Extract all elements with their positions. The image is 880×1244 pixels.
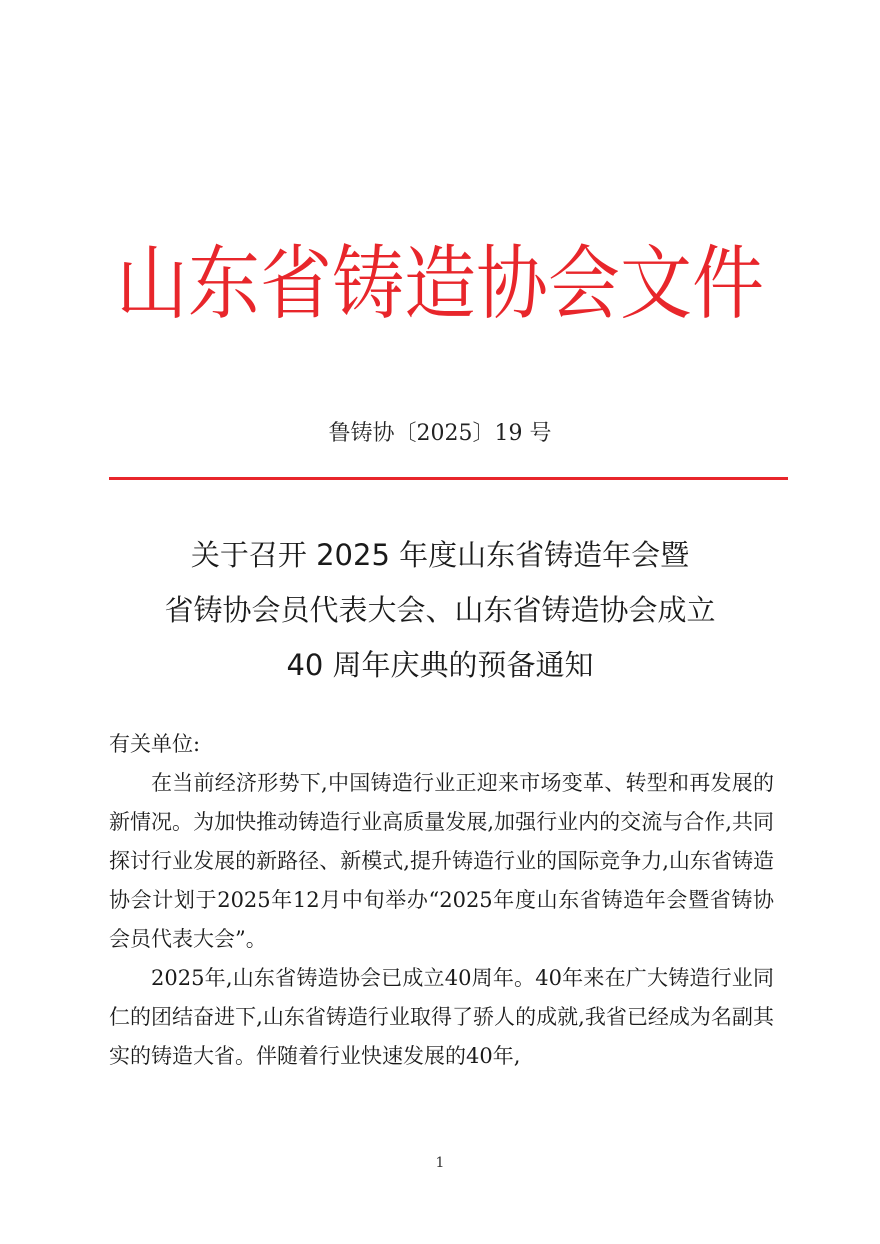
masthead-title: 山东省铸造协会文件: [115, 236, 764, 331]
title-line: 关于召开 2025 年度山东省铸造年会暨: [190, 538, 690, 572]
body-paragraph: 2025年,山东省铸造协会已成立40周年。40年来在广大铸造行业同仁的团结奋进下,山东省铸造行业取得了骄人的成就,我省已经成为名副其实的铸造大省。伴随着行业快速发展的40年,: [109, 966, 774, 1068]
red-divider-line: [109, 477, 788, 480]
body-paragraph: 在当前经济形势下,中国铸造行业正迎来市场变革、转型和再发展的新情况。为加快推动铸造行业高质量发展,加强行业内的交流与合作,共同探讨行业发展的新路径、新模式,提升铸造行业的国际竞争力,山东省铸造协会计划于2025年12月中旬举办“2025年度山东省铸造年会暨省铸协会员代表大会”。: [109, 771, 774, 951]
salutation: 有关单位:: [109, 732, 201, 756]
document-number: 鲁铸协〔2025〕19 号: [328, 421, 552, 446]
page-number: 1: [435, 1155, 445, 1171]
notice-body: [109, 725, 774, 1076]
notice-title: [0, 528, 880, 693]
title-line: 省铸协会员代表大会、山东省铸造协会成立: [164, 593, 716, 627]
title-line: 40 周年庆典的预备通知: [286, 648, 594, 682]
